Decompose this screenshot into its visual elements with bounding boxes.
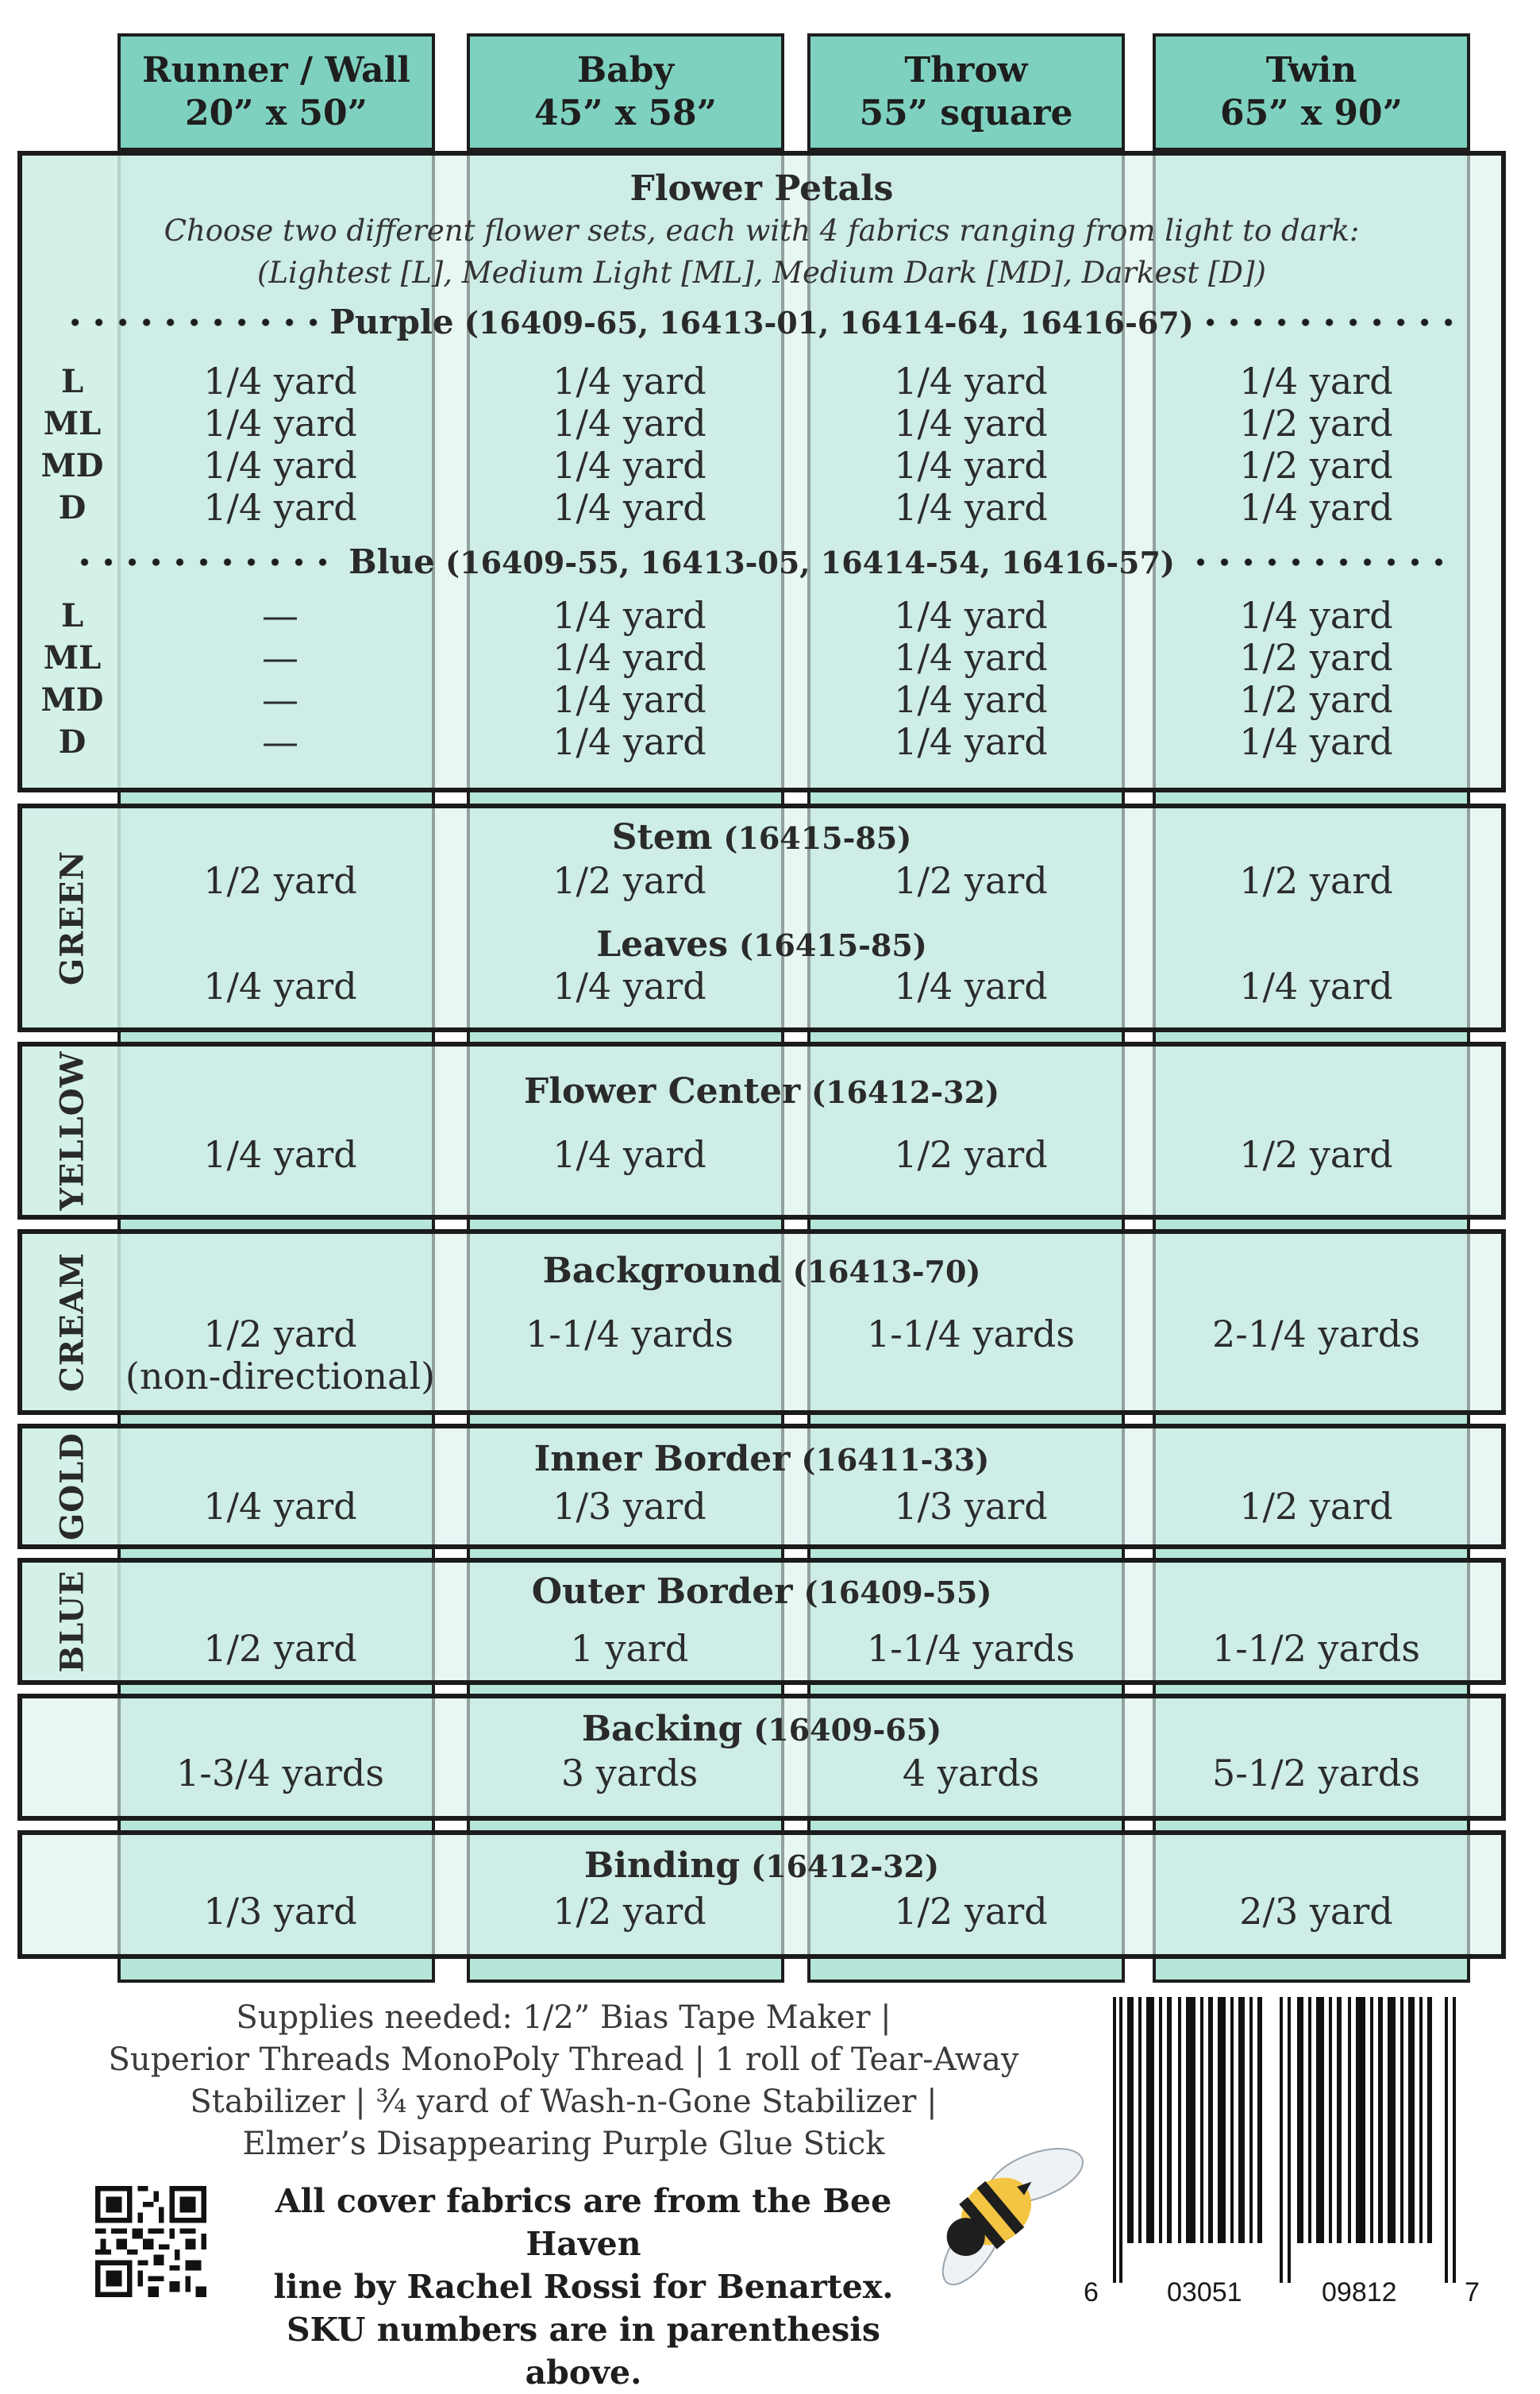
cell: 1/2 yard	[203, 859, 357, 902]
instructions-line-2: (Lightest [L], Medium Light [ML], Medium Dark [MD], Darkest [D])	[257, 256, 1266, 290]
row-label: MD	[40, 681, 104, 719]
cell: —	[262, 594, 298, 637]
row-label: D	[58, 489, 87, 526]
cell: 1/4 yard	[552, 402, 706, 445]
cell: 1-1/2 yards	[1212, 1627, 1420, 1670]
backing-section	[17, 1694, 1506, 1821]
cell: 1/4 yard	[1239, 720, 1393, 763]
supplies-line: Supplies needed: 1/2” Bias Tape Maker |	[236, 1999, 891, 2036]
cell: 1/4 yard	[894, 486, 1048, 529]
cell: 1/2 yard	[552, 1890, 706, 1933]
supplies-line: Stabilizer | ¾ yard of Wash-n-Gone Stabilizer |	[190, 2084, 937, 2120]
cell: 4 yards	[902, 1752, 1040, 1795]
cell: 1/4 yard	[552, 678, 706, 721]
cell: 1/4 yard	[203, 402, 357, 445]
column-size: 20” x 50”	[185, 93, 368, 133]
credits-line: SKU numbers are in parenthesis above.	[286, 2311, 880, 2392]
cell: 1/4 yard	[203, 1133, 357, 1176]
cell: 1/4 yard	[1239, 965, 1393, 1008]
column-name: Baby	[576, 50, 675, 91]
inner-border-title: Inner Border (16411-33)	[533, 1439, 990, 1479]
cell-note: (non-directional)	[125, 1355, 436, 1397]
cell: 1/2 yard	[894, 1133, 1048, 1176]
purple-sku: (16409-65, 16413-01, 16414-64, 16416-67)	[464, 305, 1194, 341]
side-label-gold: GOLD	[53, 1432, 91, 1540]
blue-sku: (16409-55, 16413-05, 16414-54, 16416-57)	[445, 545, 1175, 580]
binding-title: Binding (16412-32)	[584, 1845, 939, 1886]
cell: 1/4 yard	[1239, 594, 1393, 637]
cell: 2-1/4 yards	[1212, 1313, 1420, 1355]
cell: 1/2 yard	[1239, 859, 1393, 902]
side-label-yellow: YELLOW	[53, 1051, 91, 1211]
bee-illustration-icon	[917, 2136, 1099, 2287]
blue-name: Blue	[348, 542, 435, 581]
column-size: 45” x 58”	[534, 93, 717, 133]
cell: 1/4 yard	[552, 720, 706, 763]
cell: 1/4 yard	[1239, 486, 1393, 529]
gold-section	[17, 1424, 1506, 1549]
cell: 1/4 yard	[894, 594, 1048, 637]
yellow-section	[17, 1042, 1506, 1220]
cell: 1-1/4 yards	[867, 1313, 1075, 1355]
cell: —	[262, 636, 298, 679]
cell: 1/4 yard	[552, 594, 706, 637]
cell: 1/3 yard	[552, 1485, 706, 1528]
stem-title: Stem (16415-85)	[611, 817, 912, 858]
cell: 1/4 yard	[894, 402, 1048, 445]
instructions-line-1: Choose two different flower sets, each with 4 fabrics ranging from light to dark:	[164, 214, 1360, 248]
row-label: D	[58, 723, 87, 761]
cell: 1/2 yard	[1239, 402, 1393, 445]
credits-line: line by Rachel Rossi for Benartex.	[273, 2268, 894, 2306]
qr-code-icon	[95, 2186, 206, 2297]
cell: 1/2 yard	[1239, 444, 1393, 487]
flower-petals-section	[17, 151, 1506, 792]
cell: 2/3 yard	[1239, 1890, 1393, 1933]
leaves-title: Leaves (16415-85)	[596, 924, 927, 965]
cream-section	[17, 1229, 1506, 1415]
purple-name: Purple	[329, 303, 454, 341]
cell: 1/2 yard	[552, 859, 706, 902]
cell: —	[262, 678, 298, 721]
cell: 1/2 yard	[1239, 1133, 1393, 1176]
column-header-baby	[467, 33, 784, 151]
supplies-line: Superior Threads MonoPoly Thread | 1 roll of Tear-Away	[108, 2041, 1019, 2078]
flower-petals-title: Flower Petals	[629, 168, 894, 209]
cell: 1/2 yard	[894, 859, 1048, 902]
cell: 1/3 yard	[894, 1485, 1048, 1528]
cell: 1/4 yard	[894, 360, 1048, 403]
green-section	[17, 804, 1506, 1032]
cell: 1/4 yard	[894, 444, 1048, 487]
cell: 1/4 yard	[1239, 360, 1393, 403]
cell: 1 yard	[570, 1627, 689, 1670]
cell: 1/4 yard	[203, 360, 357, 403]
column-header-throw	[807, 33, 1125, 151]
cell: 1/2 yard	[203, 1313, 357, 1355]
row-label: ML	[43, 405, 102, 442]
cell: 1/2 yard	[1239, 1485, 1393, 1528]
binding-section	[17, 1830, 1506, 1959]
barcode-digit: 6	[1084, 2277, 1099, 2307]
column-header-runner	[117, 33, 435, 151]
row-label: L	[60, 363, 84, 400]
row-label: MD	[40, 447, 104, 484]
outer-border-title: Outer Border (16409-55)	[531, 1571, 992, 1612]
column-name: Twin	[1265, 50, 1357, 91]
cell: 1/2 yard	[1239, 636, 1393, 679]
column-name: Throw	[904, 50, 1028, 91]
purple-divider	[70, 303, 1453, 341]
cell: 3 yards	[560, 1752, 699, 1795]
cell: 1/4 yard	[203, 486, 357, 529]
cell: 1-1/4 yards	[867, 1627, 1075, 1670]
flower-center-title: Flower Center (16412-32)	[523, 1071, 999, 1112]
credits-text	[226, 2180, 941, 2394]
side-label-green: GREEN	[53, 850, 91, 985]
background-title: Background (16413-70)	[542, 1251, 981, 1291]
cell: 1/2 yard	[894, 1890, 1048, 1933]
cell: 1/4 yard	[552, 486, 706, 529]
cell: —	[262, 720, 298, 763]
cell: 1/2 yard	[203, 1627, 357, 1670]
barcode-digits: 03051	[1167, 2277, 1242, 2307]
side-label-cream: CREAM	[53, 1252, 91, 1392]
cell: 1/4 yard	[203, 1485, 357, 1528]
cell: 1/4 yard	[203, 965, 357, 1008]
cell: 1/4 yard	[552, 636, 706, 679]
blue-divider	[70, 542, 1453, 581]
cell: 1-3/4 yards	[176, 1752, 384, 1795]
cell: 5-1/2 yards	[1212, 1752, 1420, 1795]
supplies-text	[79, 1997, 1048, 2165]
cell: 1/2 yard	[1239, 678, 1393, 721]
cell: 1/4 yard	[894, 965, 1048, 1008]
barcode-digits: 09812	[1322, 2277, 1397, 2307]
cell: 1/4 yard	[552, 360, 706, 403]
supplies-line: Elmer’s Disappearing Purple Glue Stick	[242, 2126, 885, 2162]
row-label: ML	[43, 639, 102, 677]
cell: 1/4 yard	[552, 965, 706, 1008]
outer-border-section	[17, 1558, 1506, 1685]
cell: 1-1/4 yards	[526, 1313, 733, 1355]
column-size: 65” x 90”	[1220, 93, 1403, 133]
column-size: 55” square	[859, 93, 1073, 133]
side-label-blue: BLUE	[53, 1570, 91, 1673]
credits-line: All cover fabrics are from the Bee Haven	[275, 2182, 892, 2263]
column-name: Runner / Wall	[142, 50, 410, 91]
cell: 1/4 yard	[894, 720, 1048, 763]
cell: 1/3 yard	[203, 1890, 357, 1933]
cell: 1/4 yard	[552, 1133, 706, 1176]
cell: 1/4 yard	[894, 636, 1048, 679]
cell: 1/4 yard	[894, 678, 1048, 721]
cell: 1/4 yard	[552, 444, 706, 487]
barcode-digit: 7	[1465, 2277, 1480, 2307]
backing-title: Backing (16409-65)	[581, 1709, 942, 1749]
cell: 1/4 yard	[203, 444, 357, 487]
column-header-twin	[1153, 33, 1470, 151]
barcode-icon	[1111, 1997, 1476, 2283]
row-label: L	[60, 597, 84, 634]
